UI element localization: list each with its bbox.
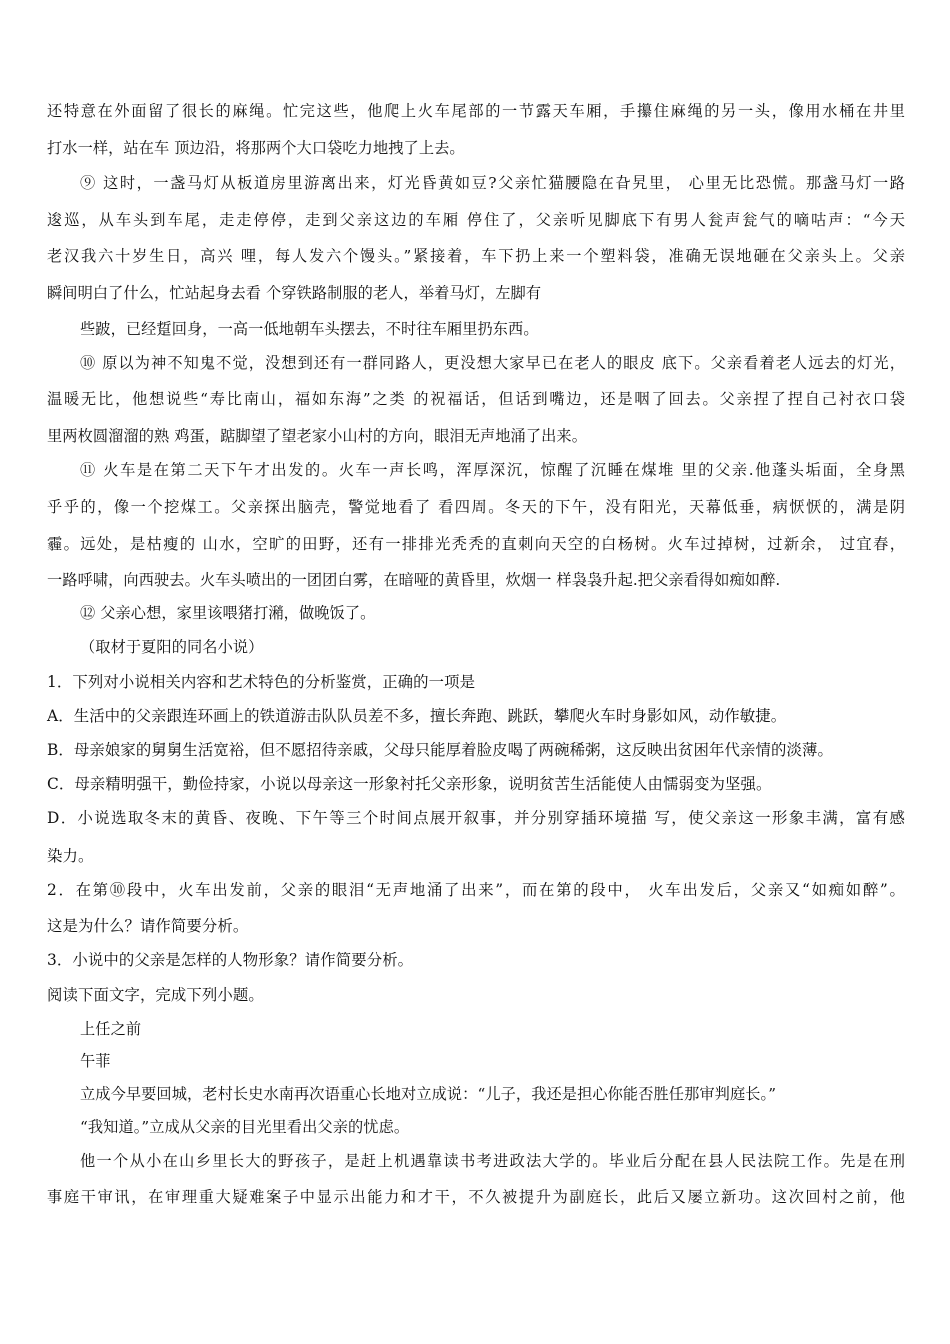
story-line: 瞬间明白了什么，忙站起身去看 个穿铁路制服的老人，举着马灯，左脚有 [47, 284, 542, 302]
story-line: 一路呼啸，向西驶去。火车头喷出的一团团白雾，在暗哑的黄昏里，炊烟一 样袅袅升起.把父亲看得如痴如醉. [47, 571, 781, 589]
question-1: 1．下列对小说相关内容和艺术特色的分析鉴赏，正确的一项是 [47, 673, 476, 691]
reading-title: 上任之前 [80, 1020, 142, 1038]
story-line: 老汉我六十岁生日，高兴 哩，每人发六个馒头。”紧接着，车下扔上来一个塑料袋，准确无误地砸在父亲头上。父亲 [47, 247, 905, 265]
story-line: 打水一样，站在车 顶边沿，将那两个大口袋吃力地拽了上去。 [47, 139, 465, 157]
option-d-continued: 染力。 [47, 847, 94, 865]
option-b: B．母亲娘家的舅舅生活宽裕，但不愿招待亲戚，父母只能厚着脸皮喝了两碗稀粥，这反映出贫困年代亲情的淡薄。 [47, 741, 833, 759]
paragraph-10-start: ⑩ 原以为神不知鬼不觉，没想到还有一群同路人，更没想大家早已在老人的眼皮 底下。父亲看着老人远去的灯光， [80, 354, 905, 372]
option-a: A．生活中的父亲跟连环画上的铁道游击队队员差不多，擅长奔跑、跳跃，攀爬火车时身影如风，动作敏捷。 [47, 707, 787, 725]
reading-line: 他一个从小在山乡里长大的野孩子，是赶上机遇靠读书考进政法大学的。毕业后分配在县人民法院工作。先是在刑 [80, 1152, 905, 1170]
question-3: 3．小说中的父亲是怎样的人物形象？请作简要分析。 [47, 951, 414, 969]
paragraph-12: ⑫ 父亲心想，家里该喂猪打潲，做晚饭了。 [80, 604, 376, 622]
reading-instruction: 阅读下面文字，完成下列小题。 [47, 986, 264, 1004]
story-line: 还特意在外面留了很长的麻绳。忙完这些，他爬上火车尾部的一节露天车厢，手攥住麻绳的另一头，像用水桶在井里 [47, 102, 905, 120]
source-note: （取材于夏阳的同名小说） [80, 638, 264, 656]
question-2-continued: 这是为什么？请作简要分析。 [47, 917, 249, 935]
story-line: 乎乎的，像一个挖煤工。父亲探出脑壳，警觉地看了 看四周。冬天的下午，没有阳光，天幕低垂，病恹恹的，满是阴 [47, 498, 905, 516]
paragraph-11-start: ⑪ 火车是在第二天下午才出发的。火车一声长鸣，浑厚深沉，惊醒了沉睡在煤堆 里的父亲.他蓬头垢面，全身黑 [80, 461, 905, 479]
story-line: 些跛，已经踅回身，一高一低地朝车头摆去，不时往车厢里扔东西。 [80, 320, 539, 338]
question-2: 2．在第⑩段中，火车出发前，父亲的眼泪“无声地涌了出来”，而在第的段中， 火车出发后，父亲又“如痴如醉”。 [47, 881, 905, 899]
reading-line: 事庭干审讯，在审理重大疑难案子中显示出能力和才干，不久被提升为副庭长，此后又屡立新功。这次回村之前，他 [47, 1188, 905, 1206]
reading-line: “我知道。”立成从父亲的目光里看出父亲的忧虑。 [80, 1118, 410, 1136]
option-d: D．小说选取冬末的黄昏、夜晚、下午等三个时间点展开叙事，并分别穿插环境描 写，使父亲这一形象丰满，富有感 [47, 809, 905, 827]
reading-author: 午菲 [80, 1052, 111, 1070]
story-line: 温暖无比，他想说些“寿比南山，福如东海”之类 的祝福话，但话到嘴边，还是咽了回去。父亲捏了捏自己衬衣口袋 [47, 390, 905, 408]
reading-line: 立成今早要回城，老村长史水南再次语重心长地对立成说：“儿子，我还是担心你能否胜任那审判庭长。” [80, 1085, 777, 1103]
paragraph-9-start: ⑨ 这时，一盏马灯从板道房里游离出来，灯光昏黄如豆?父亲忙猫腰隐在旮旯里， 心里无比恐慌。那盏马灯一路 [80, 174, 905, 192]
story-line: 逡巡，从车头到车尾，走走停停，走到父亲这边的车厢 停住了，父亲听见脚底下有男人瓮声瓮气的嘀咕声：“今天 [47, 211, 905, 229]
option-c: C．母亲精明强干，勤俭持家，小说以母亲这一形象衬托父亲形象，说明贫苦生活能使人由懦弱变为坚强。 [47, 775, 772, 793]
story-line: 里两枚圆溜溜的熟 鸡蛋，踮脚望了望老家小山村的方向，眼泪无声地涌了出来。 [47, 427, 587, 445]
story-line: 霾。远处，是枯瘦的 山水，空旷的田野，还有一排排光秃秃的直刺向天空的白杨树。火车过掉树，过新余， 过宜春， [47, 535, 905, 553]
